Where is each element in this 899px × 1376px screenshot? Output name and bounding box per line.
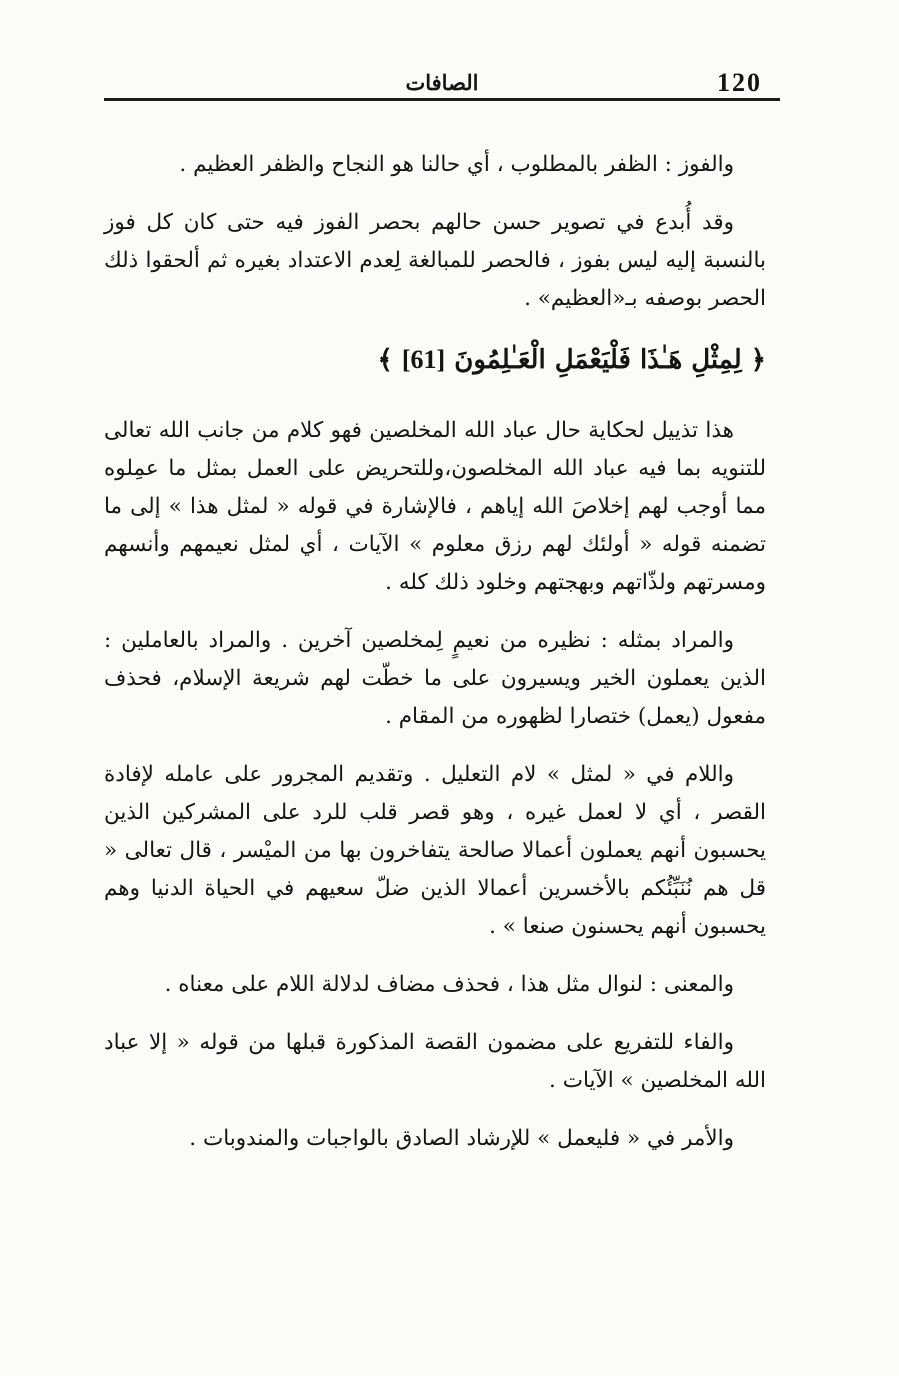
paragraph: وقد أُبدع في تصوير حسن حالهم بحصر الفوز فيه حتى كان كل فوز بالنسبة إليه ليس بفوز ، فالحصر للمبالغة لِعدم الاعتداد بغيره ثم ألحقوا ذلك الحصر بوصفه بـ«العظيم» . [104, 210, 766, 311]
page-number: 120 [717, 68, 762, 97]
paragraph: والمراد بمثله : نظيره من نعيمٍ لِمخلصين آخرين . والمراد بالعاملين : الذين يعملون الخير ويسيرون على ما خطّت لهم شريعة الإسلام، فحذف مفعول (يعمل) ختصارا لظهوره من المقام . [104, 628, 766, 729]
paragraph: واللام في « لمثل » لام التعليل . وتقديم المجرور على عامله لإفادة القصر ، أي لا لعمل غيره ، وهو قصر قلب للرد على المشركين الذين يحسبون أنهم يعملون أعمالا صالحة يتفاخرون بها من الميْسر ، قال تعالى « قل هم نُنَبِّئُكم بالأخسرين أعمالا الذين ضلّ سعيهم في الحياة الدنيا وهم يحسبون أنهم يحسنون صنعا » . [104, 762, 766, 939]
page-body [104, 146, 766, 1178]
paragraph: هذا تذييل لحكاية حال عباد الله المخلصين فهو كلام من جانب الله تعالى للتنويه بما فيه عباد الله المخلصون،وللتحريض على العمل بمثل ما عمِلوه مما أوجب لهم إخلاصَ الله إياهم ، فالإشارة في قوله « لمثل هذا » إلى ما تضمنه قوله « أولئك لهم رزق معلوم » الآيات ، أي لمثل نعيمهم وأنسهم ومسرتهم ولذّاتهم وبهجتهم وخلود ذلك كله . [104, 418, 766, 595]
running-title: الصافات [405, 70, 479, 95]
paragraph: والمعنى : لنوال مثل هذا ، فحذف مضاف لدلالة اللام على معناه . [164, 972, 734, 997]
verse-open-bracket: ﴿ [750, 345, 766, 375]
verse-number: [61] [401, 345, 446, 374]
page-header [104, 64, 780, 101]
quran-verse [104, 338, 766, 382]
paragraph: والأمر في « فليعمل » للإرشاد الصادق بالواجبات والمندوبات . [189, 1126, 734, 1151]
paragraph: والفاء للتفريع على مضمون القصة المذكورة قبلها من قوله « إلا عباد الله المخلصين » الآيات . [104, 1030, 766, 1093]
paragraph: والفوز : الظفر بالمطلوب ، أي حالنا هو النجاح والظفر العظيم . [179, 152, 734, 177]
verse-text: لِمِثْلِ هَـٰذَا فَلْيَعْمَلِ الْعَـٰلِمُونَ [454, 345, 742, 375]
verse-close-bracket: ﴾ [377, 345, 393, 375]
